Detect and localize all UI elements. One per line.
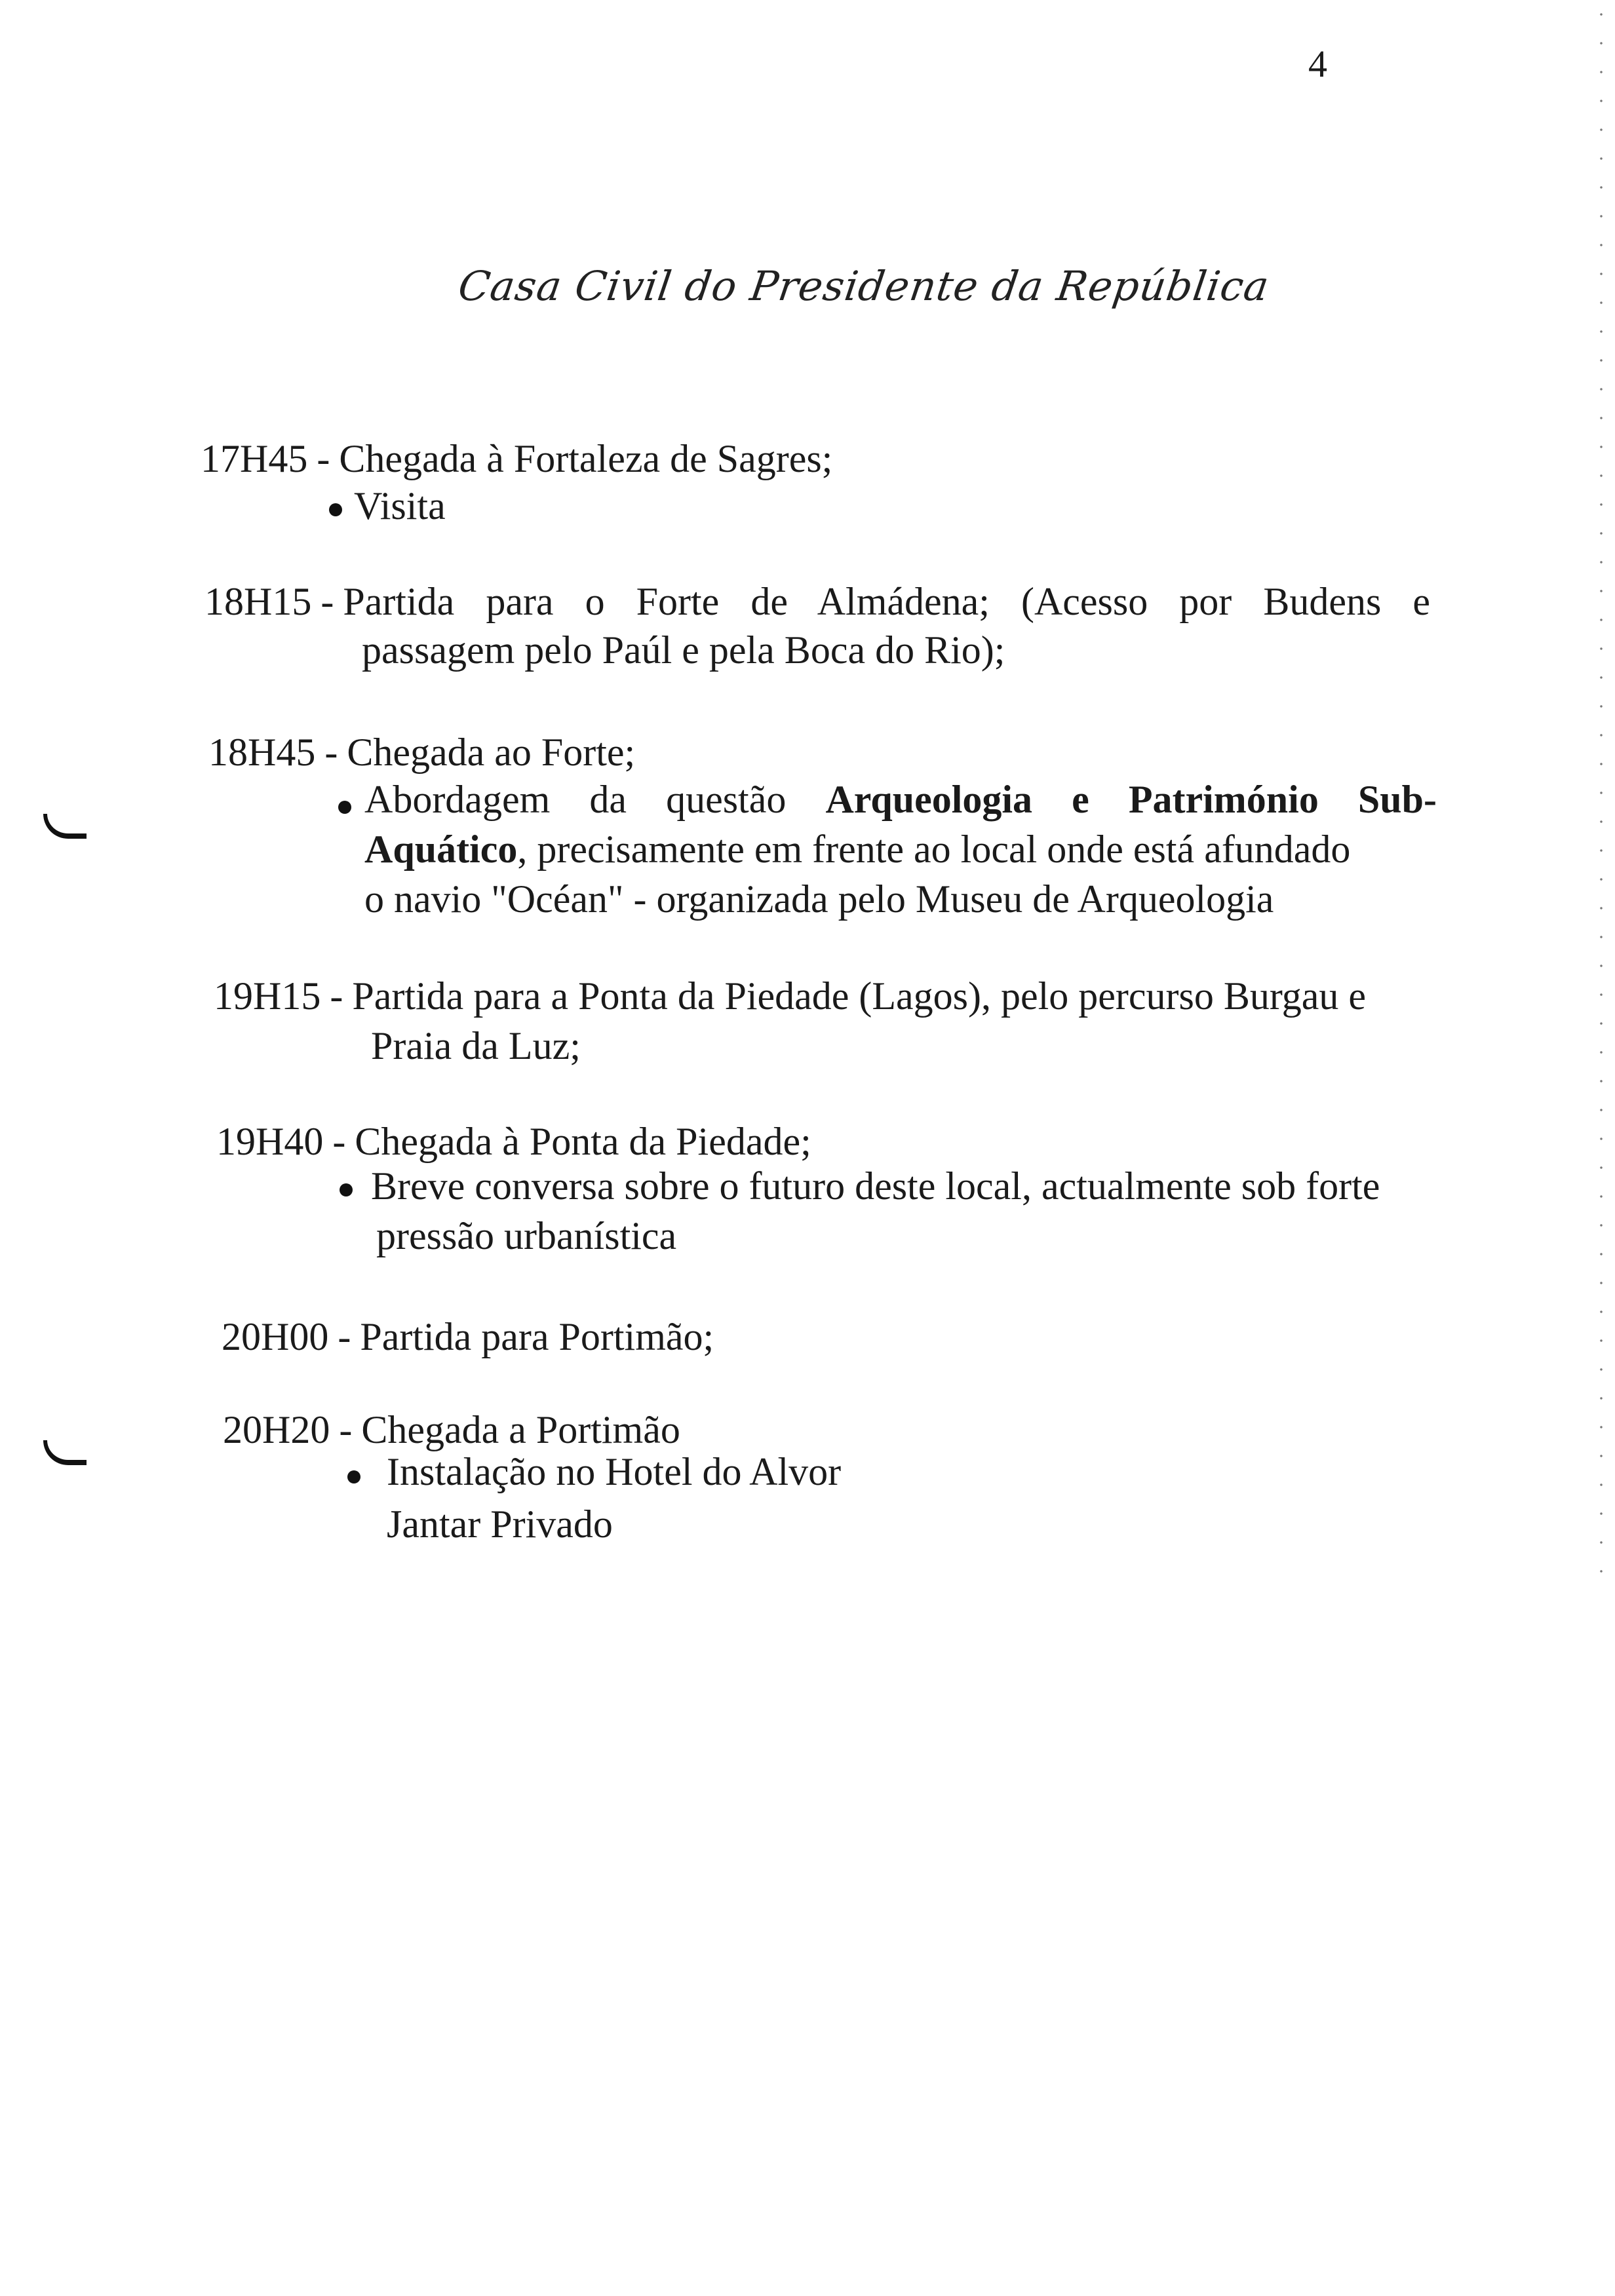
entry-text: Chegada ao Forte; — [347, 731, 636, 774]
entry-separator: - — [317, 437, 330, 480]
bullet-text-bold: Aquático — [364, 828, 518, 871]
schedule-entry — [208, 726, 635, 778]
bullet-dot — [329, 503, 342, 516]
entry-separator: - — [324, 731, 338, 774]
entry-text: Partida para Portimão; — [360, 1315, 714, 1358]
bullet-continuation: o navio "Océan" - organizada pelo Museu de Arqueologia — [364, 877, 1274, 921]
bullet-text — [364, 823, 1350, 875]
schedule-entry — [222, 1311, 714, 1363]
entry-text: Chegada a Portimão — [361, 1408, 680, 1451]
schedule-entry — [201, 432, 832, 485]
letterhead-title: Casa Civil do Presidente da República — [455, 262, 1273, 310]
entry-separator: - — [330, 974, 343, 1018]
page-number: 4 — [1308, 43, 1327, 85]
entry-continuation: passagem pelo Paúl e pela Boca do Rio); — [362, 628, 1005, 672]
bullet-text: Instalação no Hotel do Alvor — [387, 1450, 842, 1493]
bullet-text-plain: Abordagem da questão — [364, 778, 826, 821]
bullet-text: Visita — [354, 484, 446, 527]
entry-continuation: Praia da Luz; — [371, 1024, 581, 1067]
entry-time: 17H45 — [201, 437, 308, 480]
bullet-text — [364, 773, 1437, 826]
schedule-entry — [204, 575, 1430, 628]
schedule-entry — [214, 970, 1366, 1022]
bullet-dot — [340, 1183, 353, 1196]
bullet-dot — [338, 801, 351, 814]
entry-time: 19H15 — [214, 974, 321, 1018]
bullet-continuation: pressão urbanística — [376, 1214, 677, 1257]
bullet-text-plain: , precisamente em frente ao local onde está afundado — [517, 828, 1351, 871]
entry-time: 20H20 — [223, 1408, 330, 1451]
entry-separator: - — [332, 1120, 346, 1163]
entry-separator: - — [339, 1408, 353, 1451]
entry-time: 20H00 — [222, 1315, 329, 1358]
entry-time: 18H15 — [204, 580, 312, 623]
entry-separator: - — [338, 1315, 351, 1358]
bullet-dot — [347, 1470, 360, 1483]
entry-text: Partida para a Ponta da Piedade (Lagos), pelo percurso Burgau e — [352, 974, 1367, 1018]
entry-time: 18H45 — [208, 731, 316, 774]
entry-text: Partida para o Forte de Almádena; (Acesso por Budens e — [343, 580, 1430, 623]
bullet-text-bold: Arqueologia e Património Sub- — [825, 778, 1437, 821]
bullet-text: Breve conversa sobre o futuro deste local, actualmente sob forte — [371, 1164, 1380, 1208]
entry-time: 19H40 — [216, 1120, 324, 1163]
bullet-continuation: Jantar Privado — [387, 1502, 613, 1546]
entry-text: Chegada à Fortaleza de Sagres; — [339, 437, 833, 480]
entry-separator: - — [321, 580, 334, 623]
entry-text: Chegada à Ponta da Piedade; — [355, 1120, 811, 1163]
